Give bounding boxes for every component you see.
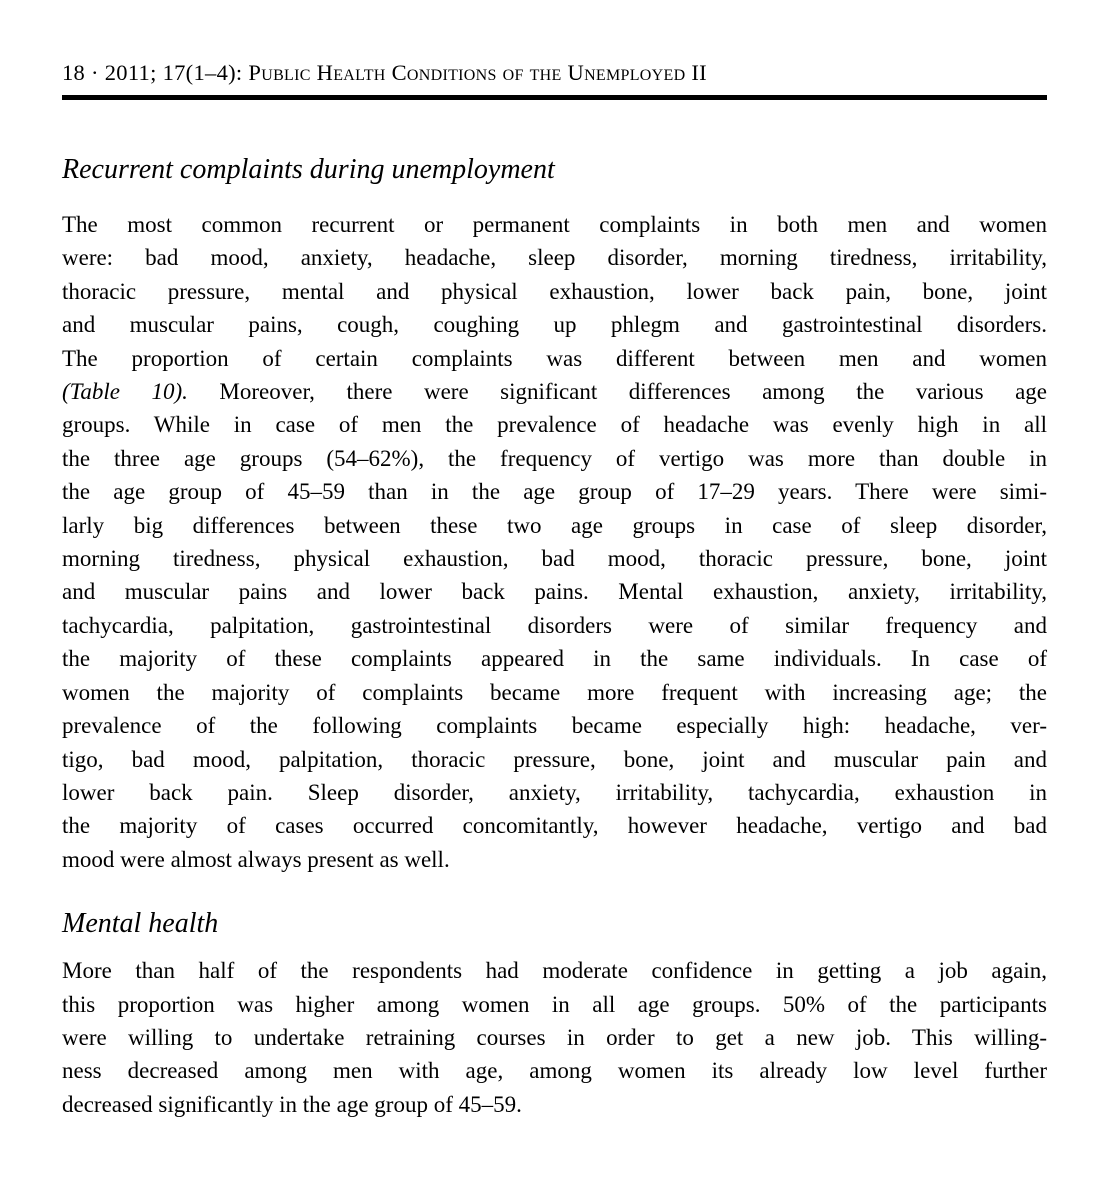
text-line: were willing to undertake retraining courses in order to get a new job. This willing- (62, 1024, 1047, 1050)
text-line: the majority of cases occurred concomitantly, however headache, vertigo and bad (62, 813, 1047, 839)
text-line: larly big differences between these two age groups in case of sleep disorder, (62, 512, 1047, 538)
text-line: the three age groups (54–62%), the frequency of vertigo was more than double in (62, 445, 1047, 471)
text-line: the age group of 45–59 than in the age group of 17–29 years. There were simi- (62, 479, 1047, 505)
running-head-citation: 18 · 2011; 17(1–4): (62, 60, 249, 85)
section-heading-recurrent-complaints: Recurrent complaints during unemployment (62, 154, 555, 185)
text-line: and muscular pains and lower back pains. Mental exhaustion, anxiety, irritability, (62, 579, 1047, 605)
running-head-title: Public Health Conditions of the Unemployed II (248, 60, 707, 85)
text-line: the majority of these complaints appeared in the same individuals. In case of (62, 646, 1047, 672)
text-line: lower back pain. Sleep disorder, anxiety, irritability, tachycardia, exhaustion in (62, 779, 1047, 805)
section-recurrent-complaints (62, 153, 1047, 876)
text-line: thoracic pressure, mental and physical exhaustion, lower back pain, bone, joint (62, 278, 1047, 304)
header-rule (62, 95, 1047, 100)
text-line: The proportion of certain complaints was different between men and women (62, 345, 1047, 371)
section-heading-mental-health: Mental health (62, 908, 219, 940)
section-mental-health (62, 907, 1047, 1121)
text-line: More than half of the respondents had moderate confidence in getting a job again, (62, 958, 1047, 984)
text-line (62, 375, 1047, 408)
text-line: tigo, bad mood, palpitation, thoracic pressure, bone, joint and muscular pain and (62, 746, 1047, 772)
page-content (62, 0, 1047, 1121)
running-head (62, 0, 1047, 86)
paragraph-mental-health (62, 954, 1047, 1121)
text-line: mood were almost always present as well. (62, 846, 450, 872)
text-line: decreased significantly in the age group of 45–59. (62, 1091, 522, 1117)
text-line: were: bad mood, anxiety, headache, sleep disorder, morning tiredness, irritability, (62, 245, 1047, 271)
text-line: morning tiredness, physical exhaustion, bad mood, thoracic pressure, bone, joint (62, 546, 1047, 572)
text-line: tachycardia, palpitation, gastrointestinal disorders were of similar frequency and (62, 612, 1047, 638)
text-segment: Moreover, there were significant differences among the various age (187, 379, 1047, 405)
paragraph-recurrent-complaints (62, 208, 1047, 876)
text-line: The most common recurrent or permanent complaints in both men and women (62, 212, 1047, 237)
text-line: prevalence of the following complaints became especially high: headache, ver- (62, 713, 1047, 739)
text-line: this proportion was higher among women in all age groups. 50% of the participants (62, 991, 1047, 1017)
text-line: women the majority of complaints became more frequent with increasing age; the (62, 679, 1047, 705)
text-line: ness decreased among men with age, among women its already low level further (62, 1058, 1047, 1084)
text-line: and muscular pains, cough, coughing up phlegm and gastrointestinal disorders. (62, 312, 1047, 338)
text-line: groups. While in case of men the prevalence of headache was evenly high in all (62, 412, 1047, 438)
italic-table-reference: (Table 10). (62, 379, 188, 405)
